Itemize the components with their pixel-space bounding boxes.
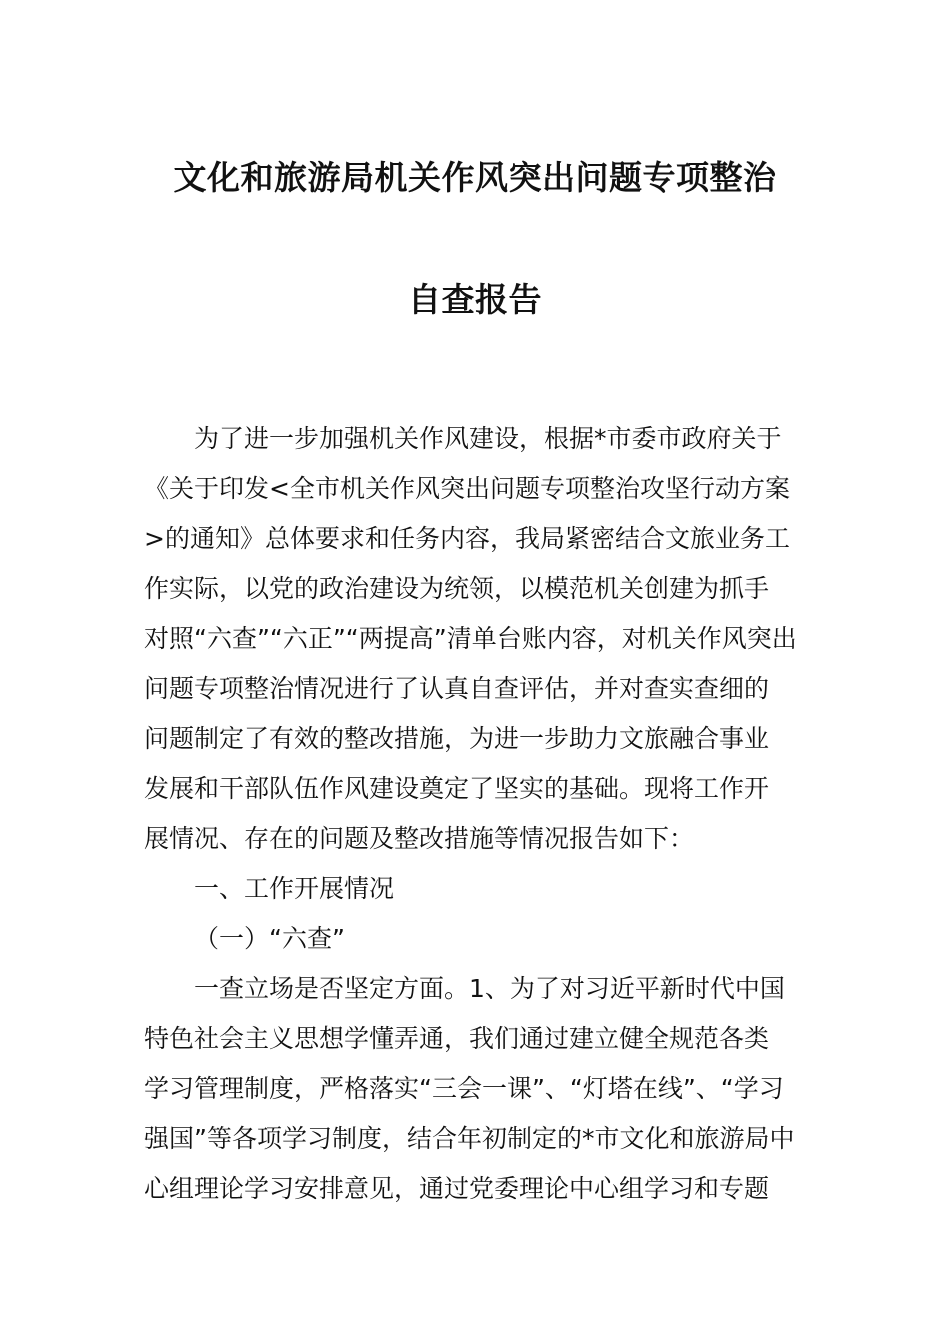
body-line-2: 《关于印发<全市机关作风突出问题专项整治攻坚行动方案 bbox=[144, 474, 790, 503]
body-line-8: 发展和干部队伍作风建设奠定了坚实的基础。现将工作开 bbox=[144, 774, 770, 803]
body-line-12: 一查立场是否坚定方面。1、为了对习近平新时代中国 bbox=[194, 974, 785, 1003]
body-line-14: 学习管理制度，严格落实“三会一课”、“灯塔在线”、“学习 bbox=[144, 1074, 784, 1103]
body-line-16: 心组理论学习安排意见，通过党委理论中心组学习和专题 bbox=[144, 1174, 770, 1203]
body-line-15: 强国”等各项学习制度，结合年初制定的*市文化和旅游局中 bbox=[144, 1124, 795, 1153]
document-title-line-2: 自查报告 bbox=[408, 280, 542, 319]
section-heading-1: 一、工作开展情况 bbox=[194, 874, 395, 903]
body-line-9: 展情况、存在的问题及整改措施等情况报告如下： bbox=[144, 824, 695, 853]
document-title-line-1: 文化和旅游局机关作风突出问题专项整治 bbox=[173, 158, 777, 197]
body-line-3: >的通知》总体要求和任务内容，我局紧密结合文旅业务工 bbox=[144, 524, 790, 553]
subsection-heading-1: （一）“六查” bbox=[194, 924, 345, 953]
body-line-6: 问题专项整治情况进行了认真自查评估，并对查实查细的 bbox=[144, 674, 770, 703]
body-line-5: 对照“六查”“六正”“两提高”清单台账内容，对机关作风突出 bbox=[144, 624, 797, 653]
body-line-1: 为了进一步加强机关作风建设，根据*市委市政府关于 bbox=[194, 424, 782, 453]
body-line-4: 作实际，以党的政治建设为统领，以模范机关创建为抓手 bbox=[144, 574, 770, 603]
body-line-7: 问题制定了有效的整改措施，为进一步助力文旅融合事业 bbox=[144, 724, 770, 753]
body-line-13: 特色社会主义思想学懂弄通，我们通过建立健全规范各类 bbox=[144, 1024, 770, 1053]
